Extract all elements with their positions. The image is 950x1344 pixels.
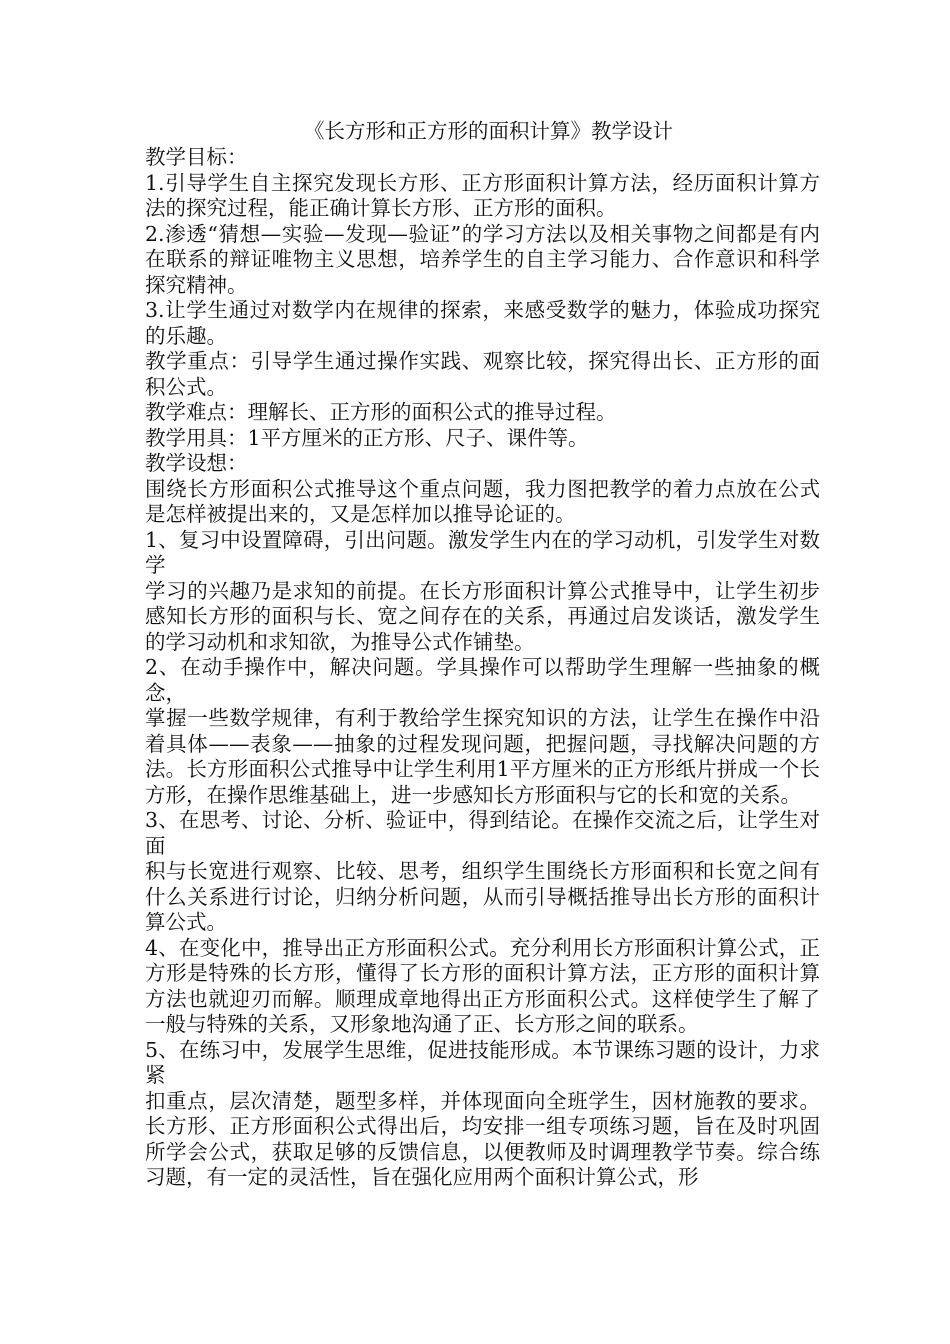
section-heading-objectives: 教学目标： bbox=[145, 145, 248, 169]
idea-3-lead: 3、在思考、讨论、分析、验证中，得到结论。在操作交流之后，让学生对面 bbox=[145, 808, 820, 858]
section-heading-ideas: 教学设想： bbox=[145, 451, 248, 475]
idea-1-body: 学习的兴趣乃是求知的前提。在长方形面积计算公式推导中，让学生初步感知长方形的面积与长、宽之间存在的关系，再通过启发谈话，激发学生的学习动机和求知欲，为推导公式作铺垫。 bbox=[145, 578, 820, 654]
idea-4: 4、在变化中，推导出正方形面积公式。充分利用长方形面积计算公式，正方形是特殊的长方形，懂得了长方形的面积计算方法，正方形的面积计算方法也就迎刃而解。顺理成章地得出正方形面积公式。这样使学生了解了一般与特殊的关系，又形象地沟通了正、长方形之间的联系。 bbox=[145, 935, 820, 1036]
document-page bbox=[145, 118, 820, 1191]
objective-1: 1.引导学生自主探究发现长方形、正方形面积计算方法，经历面积计算方法的探究过程，能正确计算长方形、正方形的面积。 bbox=[145, 170, 820, 220]
teaching-key-point: 教学重点：引导学生通过操作实践、观察比较，探究得出长、正方形的面积公式。 bbox=[145, 349, 820, 399]
teaching-difficulty: 教学难点：理解长、正方形的面积公式的推导过程。 bbox=[145, 400, 617, 424]
idea-3-body: 积与长宽进行观察、比较、思考，组织学生围绕长方形面积和长宽之间有什么关系进行讨论，归纳分析问题，从而引导概括推导出长方形的面积计算公式。 bbox=[145, 859, 820, 934]
idea-5-body: 扣重点，层次清楚，题型多样，并体现面向全班学生，因材施教的要求。长方形、正方形面积公式得出后，均安排一组专项练习题，旨在及时巩固所学会公式，获取足够的反馈信息，以便教师及时调理教学节奏。综合练习题，有一定的灵活性，旨在强化应用两个面积计算公式，形 bbox=[145, 1088, 820, 1189]
idea-2-body: 掌握一些数学规律，有利于教给学生探究知识的方法，让学生在操作中沿着具体——表象——抽象的过程发现问题，把握问题，寻找解决问题的方法。长方形面积公式推导中让学生利用1平方厘米的正方形纸片拼成一个长方形，在操作思维基础上，进一步感知长方形面积与它的长和宽的关系。 bbox=[145, 706, 820, 807]
idea-1-lead: 1、复习中设置障碍，引出问题。激发学生内在的学习动机，引发学生对数学 bbox=[145, 527, 820, 577]
objective-3: 3.让学生通过对数学内在规律的探索，来感受数学的魅力，体验成功探究的乐趣。 bbox=[145, 298, 820, 348]
ideas-intro: 围绕长方形面积公式推导这个重点问题，我力图把教学的着力点放在公式是怎样被提出来的，又是怎样加以推导论证的。 bbox=[145, 476, 820, 526]
objective-2: 2.渗透“猜想—实验—发现—验证”的学习方法以及相关事物之间都是有内在联系的辩证唯物主义思想，培养学生的自主学习能力、合作意识和科学探究精神。 bbox=[145, 221, 820, 297]
teaching-tools: 教学用具：1平方厘米的正方形、尺子、课件等。 bbox=[145, 425, 589, 450]
document-title: 《长方形和正方形的面积计算》教学设计 bbox=[304, 119, 673, 143]
idea-2-lead: 2、在动手操作中，解决问题。学具操作可以帮助学生理解一些抽象的概念， bbox=[145, 655, 820, 705]
idea-5-lead: 5、在练习中，发展学生思维，促进技能形成。本节课练习题的设计，力求紧 bbox=[145, 1037, 820, 1087]
